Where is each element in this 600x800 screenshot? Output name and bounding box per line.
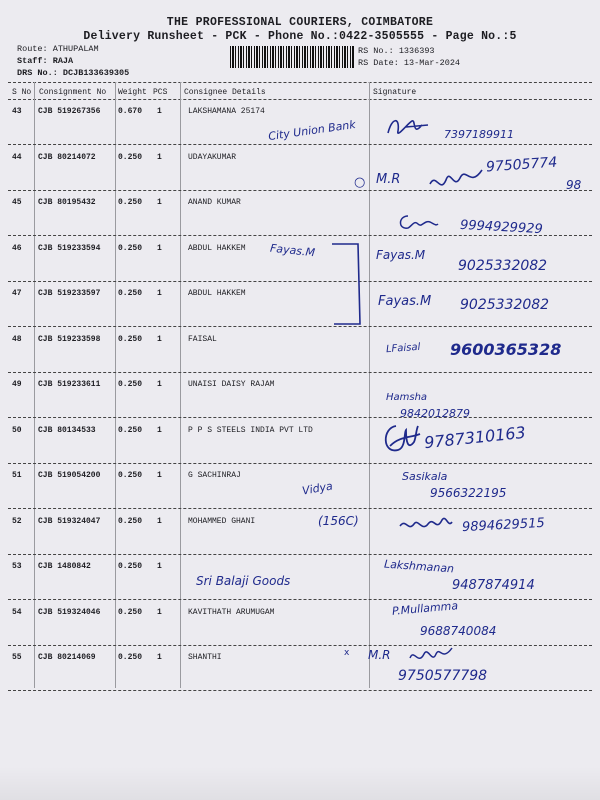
row-consignment: CJB 519233598 <box>38 335 101 344</box>
hw-r46-name2: Fayas.M <box>376 248 426 262</box>
row-consignee: ABDUL HAKKEM <box>188 289 246 298</box>
row-pcs: 1 <box>157 653 162 662</box>
hw-r44-phone-tail: 98 <box>566 178 582 192</box>
row-consignment: CJB 519233611 <box>38 380 101 389</box>
row-divider <box>8 326 592 327</box>
row-divider <box>8 144 592 145</box>
row-pcs: 1 <box>157 244 162 253</box>
row-sno: 50 <box>12 426 22 435</box>
row-consignee: UNAISI DAISY RAJAM <box>188 380 275 389</box>
col-weight: Weight <box>118 88 147 97</box>
col-sep-2 <box>115 82 116 688</box>
row-weight: 0.250 <box>118 562 143 571</box>
runsheet-subtitle: Delivery Runsheet - PCK - Phone No.:0422-3505555 - Page No.:5 <box>83 30 517 43</box>
row-weight: 0.250 <box>118 426 143 435</box>
row-sno: 46 <box>12 244 22 253</box>
hw-r45-signature <box>394 210 440 234</box>
header-top-rule <box>8 82 592 83</box>
route-line <box>17 44 99 54</box>
route-label: Route: <box>17 44 48 54</box>
row-consignment: CJB 519233594 <box>38 244 101 253</box>
hw-r46-phone: 9994929929 <box>459 217 544 238</box>
col-consignee: Consignee Details <box>184 88 266 97</box>
row-pcs: 1 <box>157 289 162 298</box>
row-consignment: CJB 519054200 <box>38 471 101 480</box>
row-consignment: CJB 519324046 <box>38 608 101 617</box>
staff-value: RAJA <box>52 56 74 66</box>
route-value: ATHUPALAM <box>52 44 99 54</box>
rs-no-value: 1336393 <box>398 46 435 56</box>
hw-r51-phone: 9566322195 <box>430 486 507 500</box>
hw-r44-circle: ○ <box>354 175 366 190</box>
row-sno: 55 <box>12 653 22 662</box>
hw-r53-phone: 9487874914 <box>452 578 535 593</box>
row-divider <box>8 599 592 600</box>
rs-date-line <box>358 58 460 68</box>
hw-r50-phone: 9787310163 <box>423 422 527 453</box>
row-consignee: ABDUL HAKKEM <box>188 244 246 253</box>
hw-r52-signature <box>396 510 456 540</box>
row-sno: 51 <box>12 471 22 480</box>
row-weight: 0.250 <box>118 289 143 298</box>
row-pcs: 1 <box>157 471 162 480</box>
row-pcs: 1 <box>157 426 162 435</box>
row-pcs: 1 <box>157 608 162 617</box>
row-sno: 54 <box>12 608 22 617</box>
hw-r54-name: P.Mullamma <box>391 599 459 618</box>
row-consignee: ANAND KUMAR <box>188 198 241 207</box>
row-consignment: CJB 519324047 <box>38 517 101 526</box>
row-consignee: SHANTHI <box>188 653 222 662</box>
row-sno: 43 <box>12 107 22 116</box>
bracket-mark <box>330 238 370 330</box>
staff-line <box>17 56 73 66</box>
row-weight: 0.250 <box>118 608 143 617</box>
row-consignee: G SACHINRAJ <box>188 471 241 480</box>
hw-r52-note: (156C) <box>318 514 359 528</box>
hw-r50-signature <box>380 420 422 458</box>
row-divider <box>8 508 592 509</box>
hw-r48-phone: 9600365328 <box>450 340 562 359</box>
row-sno: 44 <box>12 153 22 162</box>
hw-r55-phone: 9750577798 <box>398 668 488 684</box>
row-sno: 48 <box>12 335 22 344</box>
row-consignment: CJB 80134533 <box>38 426 96 435</box>
row-pcs: 1 <box>157 107 162 116</box>
row-divider <box>8 190 592 191</box>
hw-r55-name: M.R <box>368 648 391 662</box>
page-shadow <box>0 766 600 800</box>
row-sno: 52 <box>12 517 22 526</box>
row-weight: 0.670 <box>118 107 143 116</box>
rs-date-label: RS Date: <box>358 58 399 68</box>
row-pcs: 1 <box>157 562 162 571</box>
hw-r43-note: City Union Bank <box>267 117 357 144</box>
row-consignment: CJB 1480842 <box>38 562 91 571</box>
hw-r43-phone: 7397189911 <box>444 128 514 141</box>
row-consignment: CJB 519233597 <box>38 289 101 298</box>
row-divider <box>8 645 592 646</box>
drs-line <box>17 68 129 78</box>
row-sno: 49 <box>12 380 22 389</box>
row-pcs: 1 <box>157 517 162 526</box>
row-weight: 0.250 <box>118 335 143 344</box>
row-weight: 0.250 <box>118 471 143 480</box>
row-consignee: KAVITHATH ARUMUGAM <box>188 608 275 617</box>
col-consignment: Consignment No <box>39 88 107 97</box>
row-sno: 45 <box>12 198 22 207</box>
col-sep-4 <box>369 82 370 688</box>
hw-r55-mark: x <box>344 648 350 658</box>
row-consignee: P P S STEELS INDIA PVT LTD <box>188 426 313 435</box>
row-divider <box>8 554 592 555</box>
hw-r49-phone: 9842012879 <box>400 407 470 420</box>
row-divider <box>8 463 592 464</box>
row-consignment: CJB 80195432 <box>38 198 96 207</box>
rs-no-label: RS No.: <box>358 46 394 56</box>
col-sno: S No <box>12 88 32 97</box>
row-weight: 0.250 <box>118 198 143 207</box>
row-sno: 47 <box>12 289 22 298</box>
col-pcs: PCS <box>153 88 168 97</box>
hw-r47-phone2: 9025332082 <box>460 297 550 313</box>
col-sep-1 <box>34 82 35 688</box>
row-consignment: CJB 80214069 <box>38 653 96 662</box>
row-divider <box>8 281 592 282</box>
row-consignee: LAKSHAMANA 25174 <box>188 107 265 116</box>
hw-r43-signature <box>382 113 434 143</box>
rs-date-value: 13-Mar-2024 <box>403 58 461 68</box>
hw-r49-name: Hamsha <box>386 392 428 403</box>
hw-r44-name: M.R <box>376 172 401 187</box>
hw-r53-name: Lakshmanan <box>383 557 455 576</box>
row-weight: 0.250 <box>118 153 143 162</box>
row-weight: 0.250 <box>118 517 143 526</box>
row-weight: 0.250 <box>118 244 143 253</box>
staff-label: Staff: <box>17 56 48 66</box>
row-weight: 0.250 <box>118 653 143 662</box>
row-divider <box>8 690 592 691</box>
hw-r44-phone: 97505774 <box>485 154 558 176</box>
hw-r52-phone: 9894629515 <box>461 515 546 536</box>
row-pcs: 1 <box>157 335 162 344</box>
barcode <box>230 46 354 68</box>
row-consignment: CJB 519267356 <box>38 107 101 116</box>
hw-r47-phone: 9025332082 <box>458 258 548 274</box>
col-sep-3 <box>180 82 181 688</box>
hw-r54-phone: 9688740084 <box>420 624 497 638</box>
hw-r53-note: Sri Balaji Goods <box>196 574 291 588</box>
hw-r44-signature <box>426 162 486 198</box>
company-title: THE PROFESSIONAL COURIERS, COIMBATORE <box>166 16 434 29</box>
row-consignment: CJB 80214072 <box>38 153 96 162</box>
header-bottom-rule <box>8 99 592 100</box>
row-pcs: 1 <box>157 198 162 207</box>
hw-r51-name: Sasikala <box>402 470 448 483</box>
drs-label: DRS No.: <box>17 68 58 78</box>
row-consignee: MOHAMMED GHANI <box>188 517 256 526</box>
col-signature: Signature <box>373 88 417 97</box>
row-pcs: 1 <box>157 380 162 389</box>
row-weight: 0.250 <box>118 380 143 389</box>
hw-r51-note: Vidya <box>301 479 334 498</box>
row-pcs: 1 <box>157 153 162 162</box>
drs-value: DCJB133639305 <box>62 68 130 78</box>
row-consignee: UDAYAKUMAR <box>188 153 237 162</box>
hw-r46-name: Fayas.M <box>269 241 316 260</box>
rs-no-line <box>358 46 435 56</box>
row-consignee: FAISAL <box>188 335 217 344</box>
row-divider <box>8 417 592 418</box>
hw-r55-signature <box>406 642 456 670</box>
hw-r48-name: LFaisal <box>385 341 421 356</box>
row-divider <box>8 372 592 373</box>
row-sno: 53 <box>12 562 22 571</box>
hw-r47-name: Fayas.M <box>378 294 432 309</box>
